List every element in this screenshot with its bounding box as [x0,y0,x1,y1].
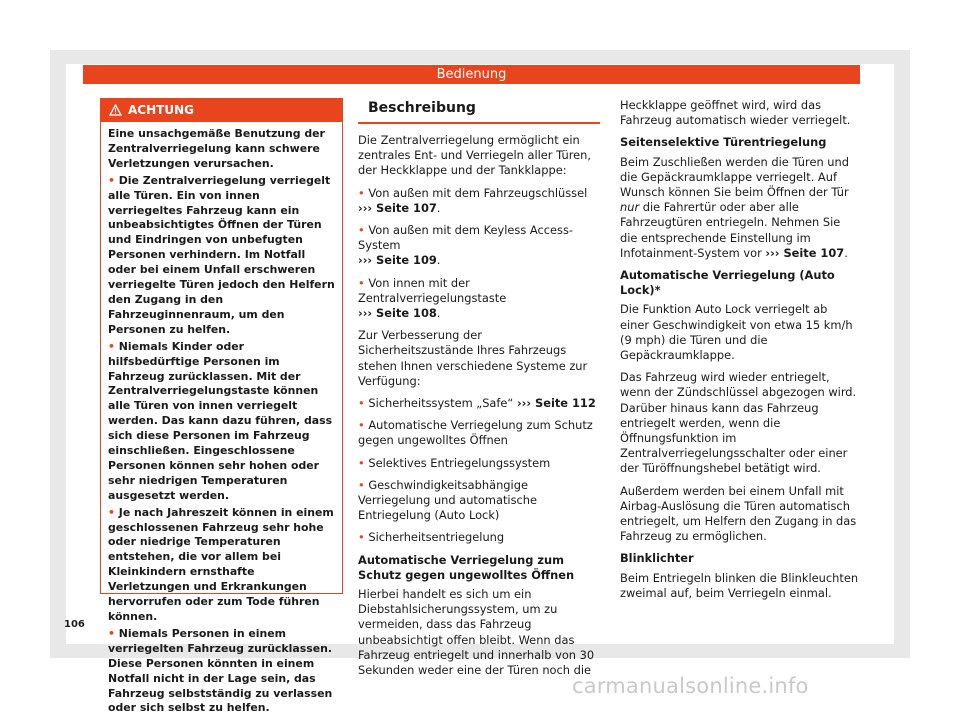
auto-lock-paragraph: Die Funktion Auto Lock verriegelt ab einer Geschwindigkeit von etwa 15 km/h (9 mph) die Türen und die Gepäckraumklappe. [620,302,853,363]
bullet-icon: • [358,455,369,470]
auto-lock-paragraph: Das Fahrzeug wird wieder entriegelt, wenn der Zündschlüssel abgezogen wird. Darüber hinaus kann das Fahrzeug entriegelt werden, wenn die Öffnungsfunktion im Zentralverriegelungsschalter oder einer der Türöffnungshebel betätigt wird. [620,370,857,476]
list-item: • Selektives Entriegelungssystem [358,455,551,470]
warning-intro: Eine unsachgemäße Benutzung der Zentralverriegelung kann schwere Verletzungen verursachen. [108,127,325,170]
selective-paragraph: Beim Zuschließen werden die Türen und die Gepäckraumklappe verriegelt. Auf Wunsch können Sie beim Öffnen der Tür nur die Fahrertür oder aber alle Fahrzeugtüren entriegeln. Nehmen Sie die entsprechende Einstellung im Infotainment-System vor ››› Seite 107. [620,154,849,260]
list-item: • Sicherheitssystem „Safe“ ››› Seite 112 [358,396,596,411]
page-number: 106 [64,619,85,630]
bullet-icon: • [108,173,119,187]
continued-paragraph: Heckklappe geöffnet wird, wird das Fahrzeug automatisch wieder verriegelt. [620,98,851,128]
section-heading: Beschreibung [368,100,476,116]
column-description [358,96,600,685]
auto-lock-paragraph: Außerdem werden bei einem Unfall mit Airbag-Auslösung die Türen automatisch entriegelt, um Helfern den Zugang in das Fahrzeug zu ermöglichen. [620,483,857,544]
systems-intro: Zur Verbesserung der Sicherheitszustände Ihres Fahrzeugs stehen Ihnen verschiedene Systeme zur Verfügung: [358,328,588,388]
warning-item: • Niemals Personen in einem verriegelten Fahrzeug zurücklassen. Diese Personen könnten in einem Notfall nicht in der Lage sein, das Fahrzeug selbstständig zu verlassen oder sich selbst zu helfen. [108,626,333,715]
warning-box [100,98,343,715]
page-reference-link[interactable]: ››› Seite 107 [358,200,437,215]
list-item: • Automatische Verriegelung zum Schutz gegen ungewolltes Öffnen [358,418,593,448]
page-reference-link[interactable]: ››› Seite 107 [765,245,845,260]
section-header: Bedienung [83,65,860,84]
bullet-icon: • [108,339,119,353]
subheading-auto-lock: Automatische Verriegelung (Auto Lock)* [620,268,835,298]
warning-item: • Die Zentralverriegelung verriegelt alle Türen. Ein von innen verriegeltes Fahrzeug kann ein unbeabsichtigtes Öffnen der Türen und Eindringen von unbefugten Personen verhindern. Im Notfall oder bei einem Unfall erschweren verriegelte Türen jedoch den Helfern den Zugang in den Fahrzeuginnenraum, um den Personen zu helfen. [108,173,335,336]
bullet-icon: • [358,185,369,200]
warning-item: • Niemals Kinder oder hilfsbedürftige Personen im Fahrzeug zurücklassen. Mit der Zentralverriegelungstaste können alle Türen von innen verriegelt werden. Das kann dazu führen, dass sich diese Personen im Fahrzeug einschließen. Eingeschlossene Personen können sehr hohen oder sehr niedrigen Temperaturen ausgesetzt werden. [108,339,333,502]
warning-triangle-icon [109,103,128,117]
intro-paragraph: Die Zentralverriegelung ermöglicht ein zentrales Ent- und Verriegeln aller Türen, der Heckklappe und der Tankklappe: [358,133,591,178]
warning-body [101,122,342,716]
warning-header [101,99,342,122]
auto-lock-paragraph: Hierbei handelt es sich um ein Diebstahlsicherungssystem, um zu vermeiden, dass das Fahrzeug unbeabsichtigt offen bleibt. Wenn das Fahrzeug entriegelt und innerhalb von 30 Sekunden weder eine der Türen noch die [358,587,595,678]
page-reference-link[interactable]: ››› Seite 112 [516,396,596,411]
warning-item: • Je nach Jahreszeit können in einem geschlossenen Fahrzeug sehr hohe oder niedrige Temperaturen entstehen, die vor allem bei Kleinkindern ernsthafte Verletzungen und Erkrankungen hervorrufen oder zum Tode führen können. [108,505,334,623]
bullet-icon: • [358,418,369,433]
bullet-icon: • [358,396,369,411]
subheading-blinker: Blinklichter [620,551,694,566]
column-continued [620,98,860,608]
heading-rule [358,122,600,124]
list-item: • Von außen mit dem Keyless Access-System ››› Seite 109. [358,223,574,268]
bullet-icon: • [108,626,119,640]
page-reference-link[interactable]: ››› Seite 109 [358,253,437,268]
subheading-selective: Seitenselektive Türentriegelung [620,135,827,150]
list-item: • Geschwindigkeitsabhängige Verriegelung und automatische Entriegelung (Auto Lock) [358,477,538,523]
list-item: • Von außen mit dem Fahrzeugschlüssel ››› Seite 107. [358,185,588,215]
bullet-icon: • [108,505,119,519]
bullet-icon: • [358,477,369,492]
warning-title: ACHTUNG [128,103,194,117]
list-item: • Sicherheitsentriegelung [358,530,505,545]
blinker-paragraph: Beim Entriegeln blinken die Blinkleuchten zweimal auf, beim Verriegeln einmal. [620,570,859,600]
page-reference-link[interactable]: ››› Seite 108 [358,306,437,321]
watermark-text: carmanualsonline.info [572,674,809,698]
bullet-icon: • [358,530,369,545]
list-item: • Von innen mit der Zentralverriegelungstaste ››› Seite 108. [358,275,507,321]
bullet-icon: • [358,223,369,238]
bullet-icon: • [358,275,369,290]
subheading-auto-lock-protect: Automatische Verriegelung zum Schutz gegen ungewolltes Öffnen [358,552,575,582]
